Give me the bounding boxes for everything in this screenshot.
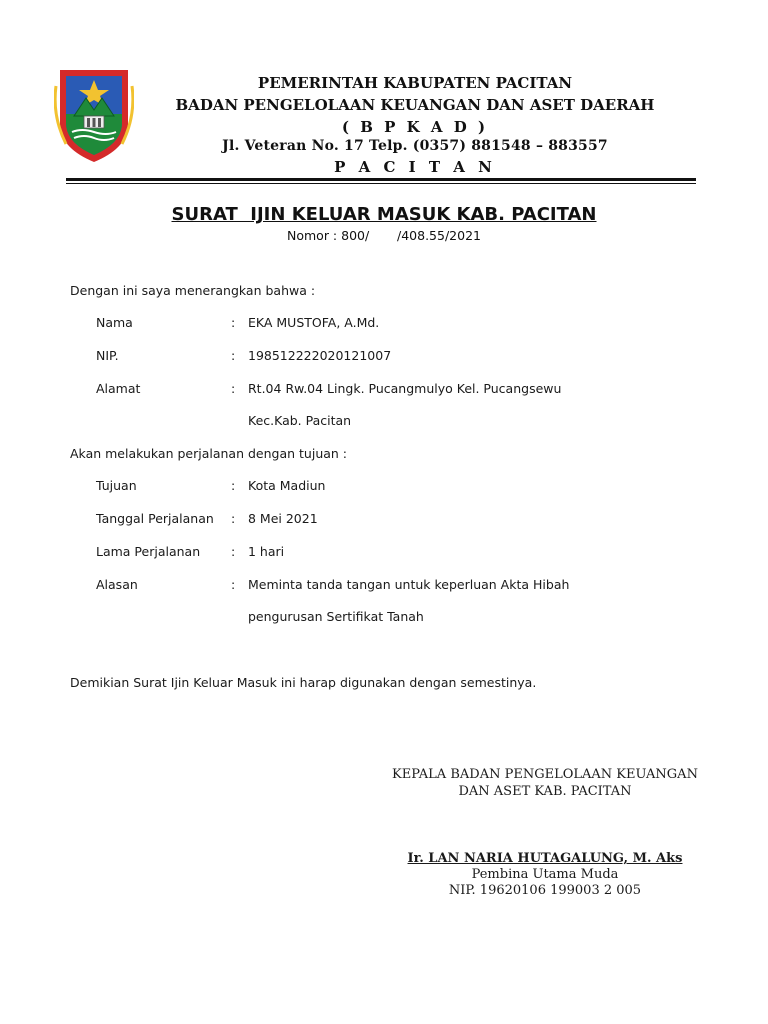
field-label-nip: NIP. [96,348,119,363]
kop-badan: BADAN PENGELOLAAN KEUANGAN DAN ASET DAERAH [175,96,655,114]
field-label-alasan: Alasan [96,577,138,592]
signatory-nip: NIP. 19620106 199003 2 005 [448,883,642,898]
signatory-name: Ir. LAN NARIA HUTAGALUNG, M. Aks [407,851,683,866]
field-value-alasan: Meminta tanda tangan untuk keperluan Akta Hibah [248,577,570,592]
field-colon: : [231,381,236,396]
document-title: SURAT IJIN KELUAR MASUK KAB. PACITAN [171,204,597,225]
field-colon: : [231,478,236,493]
field-value-alamat-line2: Kec.Kab. Pacitan [248,413,352,428]
kop-kota: P A C I T A N [334,158,496,176]
field-label-alamat: Alamat [96,381,141,396]
perjalanan-intro-text: Akan melakukan perjalanan dengan tujuan : [70,446,348,461]
regency-emblem-logo [54,66,134,164]
field-label-tujuan: Tujuan [96,478,137,493]
field-label-lama: Lama Perjalanan [96,544,201,559]
field-value-alasan-line2: pengurusan Sertifikat Tanah [248,609,424,624]
closing-text: Demikian Surat Ijin Keluar Masuk ini harap digunakan dengan semestinya. [70,675,537,690]
signatory-position-line2: DAN ASET KAB. PACITAN [458,784,632,799]
field-label-tanggal: Tanggal Perjalanan [96,511,214,526]
kop-divider-thin [66,183,696,184]
field-value-tujuan: Kota Madiun [248,478,326,493]
kop-singkatan: ( B P K A D ) [341,118,489,136]
field-colon: : [231,577,236,592]
signatory-position-line1: KEPALA BADAN PENGELOLAAN KEUANGAN [392,767,698,782]
field-value-nip: 198512222020121007 [248,348,392,363]
field-colon: : [231,544,236,559]
field-colon: : [231,348,236,363]
signatory-rank: Pembina Utama Muda [471,867,619,882]
kop-pemerintah: PEMERINTAH KABUPATEN PACITAN [257,74,573,92]
document-number: Nomor : 800/ /408.55/2021 [287,228,481,243]
kop-divider-thick [66,178,696,181]
field-value-nama: EKA MUSTOFA, A.Md. [248,315,380,330]
field-value-lama: 1 hari [248,544,285,559]
intro-text: Dengan ini saya menerangkan bahwa : [70,283,316,298]
field-label-nama: Nama [96,315,133,330]
field-colon: : [231,315,236,330]
kop-alamat: Jl. Veteran No. 17 Telp. (0357) 881548 – 883557 [222,138,608,154]
field-value-alamat: Rt.04 Rw.04 Lingk. Pucangmulyo Kel. Pucangsewu [248,381,562,396]
field-colon: : [231,511,236,526]
field-value-tanggal: 8 Mei 2021 [248,511,318,526]
